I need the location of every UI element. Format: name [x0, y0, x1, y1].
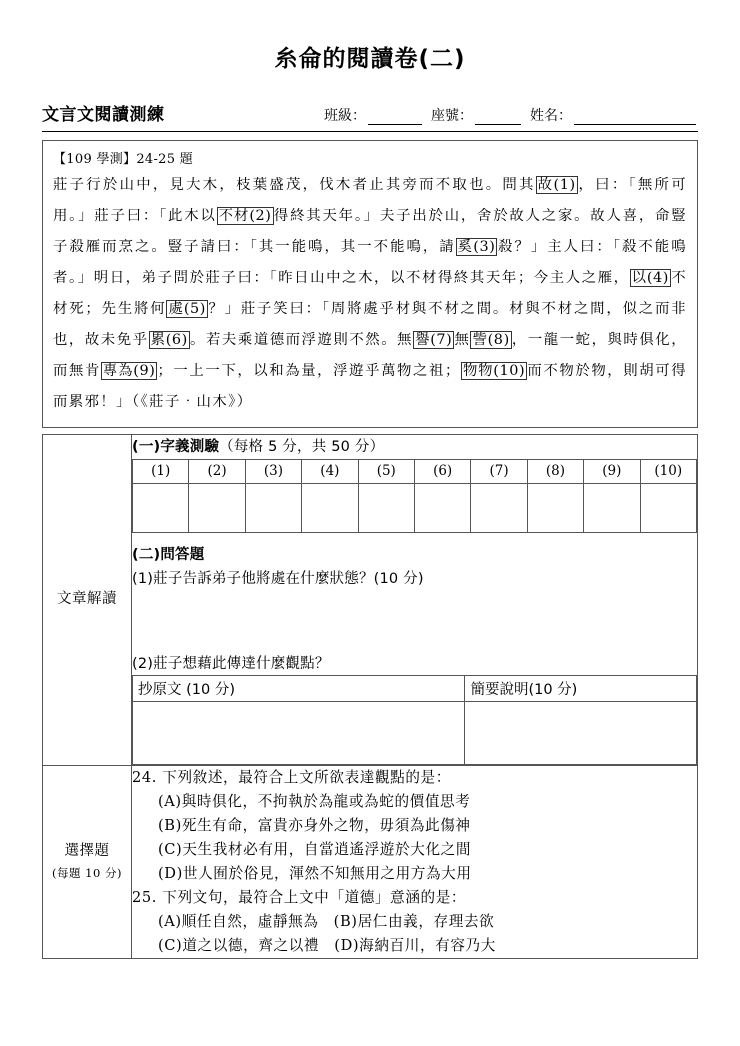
passage-box — [42, 140, 698, 428]
section-label-reading-text: 文章解讀 — [57, 590, 117, 607]
vocab-col-2: (2) — [189, 459, 245, 483]
vocab-answer-7[interactable] — [471, 483, 527, 532]
question-24-stem: 24. 下列敘述，最符合上文所欲表達觀點的是： — [132, 768, 451, 786]
vocab-answer-9[interactable] — [584, 483, 640, 532]
question-2-2: (2)莊子想藉此傳達什麼觀點？ — [132, 655, 330, 672]
reading-section-body — [132, 434, 698, 765]
vocab-answer-2[interactable] — [189, 483, 245, 532]
part1-points: （每格 5 分，共 50 分） — [219, 438, 385, 455]
seat-input-line[interactable] — [475, 109, 521, 125]
keyword-8: 訾(8) — [472, 331, 510, 348]
vocab-col-5: (5) — [358, 459, 414, 483]
answer-space-2-1[interactable] — [132, 588, 697, 650]
vocab-col-9: (9) — [584, 459, 640, 483]
passage-seg-14: 無 — [454, 331, 471, 348]
vocab-answer-10[interactable] — [640, 483, 696, 532]
vocabulary-answer-grid — [132, 459, 697, 533]
keyword-3: 奚(3) — [457, 238, 496, 255]
class-input-line[interactable] — [368, 109, 422, 125]
viewpoint-header-row — [133, 675, 697, 701]
answer-sections-table — [42, 434, 698, 959]
section-label-choice-text: 選擇題 — [64, 843, 110, 860]
header-divider — [42, 131, 698, 132]
vocab-col-7: (7) — [471, 459, 527, 483]
name-label: 姓名： — [530, 107, 572, 124]
question-2-1: (1)莊子告訴弟子他將處在什麼狀態？(10 分) — [132, 570, 424, 587]
section-label-choice-points: (每題 10 分) — [52, 865, 122, 880]
passage-text — [53, 170, 687, 418]
question-24-option-a[interactable]: (A)與時俱化，不拘執於為龍或為蛇的價值思考 — [158, 792, 471, 810]
part1-heading-text: (一)字義測驗 — [132, 438, 220, 455]
passage-seg-12: 。若夫乘道德而浮遊則不然。無 — [189, 331, 414, 348]
page-title: 糸侖的閱讀卷(二) — [274, 46, 466, 72]
passage-seg-2: ，曰：「無所可用。」莊子曰：「此木以 — [53, 176, 687, 224]
vocab-answer-6[interactable] — [414, 483, 470, 532]
question-25-stem: 25. 下列文句，最符合上文中「道德」意涵的是： — [132, 888, 467, 906]
question-25-options-cd[interactable]: (C)道之以德，齊之以禮 (D)海納百川，有容乃大 — [158, 936, 496, 954]
keyword-7: 譽(7) — [415, 331, 453, 348]
vocab-col-4: (4) — [302, 459, 358, 483]
passage-seg-10: ？」莊子笑曰：「周將處乎材與不材之間。材與不材之間，似之而非也，故未免乎 — [53, 300, 687, 348]
vocab-col-1: (1) — [133, 459, 189, 483]
name-input-line[interactable] — [574, 109, 696, 125]
passage-seg-6: 殺？」主人曰：「殺不能鳴者。」明日，弟子問於莊子曰：「昨日山中之木，以不材得終其天年；今主人之雁， — [53, 238, 687, 286]
vocab-answer-1[interactable] — [133, 483, 189, 532]
seat-label: 座號： — [431, 107, 473, 124]
keyword-9: 專為(9) — [102, 362, 156, 379]
passage-seg-16: ，一龍一蛇，與時俱化，而無肯 — [53, 331, 688, 379]
viewpoint-answer-explanation[interactable] — [465, 701, 697, 764]
header-row — [42, 100, 698, 129]
passage-seg-20: 而不物於物，則胡可得而累邪！」 — [53, 362, 687, 410]
vocab-answer-row — [133, 483, 697, 532]
viewpoint-answer-table — [132, 675, 697, 765]
keyword-6: 累(6) — [150, 331, 188, 348]
vocab-col-10: (10) — [640, 459, 696, 483]
name-field — [530, 105, 696, 125]
class-label: 班級： — [324, 107, 366, 124]
keyword-5: 處(5) — [168, 300, 207, 317]
question-24-option-d[interactable]: (D)世人囿於俗見，渾然不知無用之用方為大用 — [158, 864, 472, 882]
keyword-4: 以(4) — [631, 269, 670, 286]
passage-seg-18: ；一上一下，以和為量，浮遊乎萬物之祖； — [157, 362, 461, 379]
part1-heading — [132, 435, 697, 456]
passage-seg-8: 不材死；先生將何 — [53, 269, 687, 317]
part2-heading: (二)問答題 — [132, 546, 205, 563]
vocab-col-6: (6) — [414, 459, 470, 483]
seat-field — [431, 105, 521, 125]
subject-label: 文言文閱讀測練 — [42, 104, 165, 125]
viewpoint-header-original: 抄原文 (10 分) — [133, 675, 465, 701]
passage-seg-4: 得終其天年。」夫子出於山，舍於故人之家。故人喜，命豎子殺雁而烹之。豎子請曰：「其一能鳴，其一不能鳴，請 — [53, 207, 687, 255]
question-24-option-b[interactable]: (B)死生有命，富貴亦身外之物，毋須為此傷神 — [158, 816, 471, 834]
viewpoint-answer-row — [133, 701, 697, 764]
keyword-10: 物物(10) — [462, 362, 526, 379]
choice-section-body — [132, 765, 698, 958]
vocab-col-8: (8) — [527, 459, 583, 483]
keyword-2: 不材(2) — [218, 207, 272, 224]
passage-attribution: （《莊子‧山木》） — [131, 393, 253, 410]
section-label-reading — [43, 434, 132, 765]
spacer-after-grid — [132, 533, 697, 543]
student-id-fields — [324, 105, 698, 125]
choice-section-row — [43, 765, 698, 958]
viewpoint-answer-original[interactable] — [133, 701, 465, 764]
vocab-answer-3[interactable] — [245, 483, 301, 532]
section-label-choice — [43, 765, 132, 958]
vocab-answer-5[interactable] — [358, 483, 414, 532]
class-field — [324, 105, 422, 125]
viewpoint-header-explanation: 簡要說明(10 分) — [465, 675, 697, 701]
vocab-col-3: (3) — [245, 459, 301, 483]
vocab-answer-4[interactable] — [302, 483, 358, 532]
vocab-answer-8[interactable] — [527, 483, 583, 532]
reading-section-row — [43, 434, 698, 765]
question-25-options-ab[interactable]: (A)順任自然，虛靜無為 (B)居仁由義，存理去欲 — [158, 912, 495, 930]
vocab-header-row — [133, 459, 697, 483]
passage-seg-0: 莊子行於山中，見大木，枝葉盛茂，伐木者止其旁而不取也。問其 — [53, 176, 536, 193]
passage-source: 【109 學測】24-25 題 — [53, 151, 194, 167]
keyword-1: 故(1) — [537, 176, 576, 193]
question-24-option-c[interactable]: (C)天生我材必有用，自當逍遙浮遊於大化之間 — [158, 840, 472, 858]
